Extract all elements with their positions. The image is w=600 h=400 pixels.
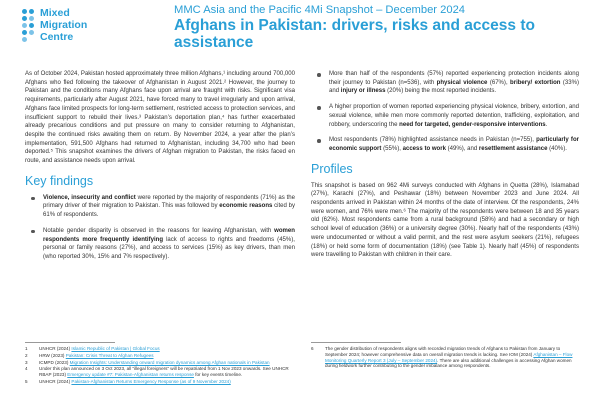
footnote-link[interactable]: Afghanistan – Flow Monitoring Quarterly Report 3 (July – September 2024) — [325, 351, 573, 363]
finding-bold: injury or illness — [340, 88, 386, 95]
finding-text: were reported by the majority of respondents (71%) as the primary driver of their migration to Pakistan. This was followed by — [43, 194, 295, 210]
finding-text: lack of access to rights and freedoms (45%), personal or family reasons (27%), and access to services (15%) as key drivers, than men (who reported 30%, 15% and 7% respectively). — [43, 236, 295, 260]
footnote-text: HRW (2023) — [39, 352, 66, 358]
finding-text: . — [545, 121, 548, 128]
finding-item — [25, 227, 295, 262]
logo-line: Centre — [40, 31, 74, 43]
footnote-number: 5 — [25, 378, 28, 384]
report-subtitle: MMC Asia and the Pacific 4Mi Snapshot – December 2024 — [174, 4, 466, 16]
finding-bold: resettlement assistance — [478, 145, 548, 152]
finding-bold: particularly for economic support — [329, 137, 579, 152]
intro-paragraph: As of October 2024, Pakistan hosted approximately three million Afghans,¹ including around 700,000 Afghans who fled following the takeover of Afghanistan in August 2021.² However, the journey to Pakistan and the conditions many Afghans face upon arrival are fraught with risks. Significant visa requirements, particularly after August 2021, have forced many to travel irregularly and upon arrival, Afghans face limited prospects for long-term settlement, restricted access to protection services, and insufficient support to rebuild their lives.³ Pakistan’s deportation plan,⁴ has further exacerbated already precarious conditions and put pressure on many to consider returning to Afghanistan, despite the continued risks awaiting them on return. By November 2024, a year after the plan’s implementation, 591,500 Afghans had returned to Afghanistan, including 34,700 who had been deported.⁵ This snapshot examines the drivers of Afghan migration to Pakistan, the risks faced en route, and assistance needs upon arrival. — [25, 71, 295, 165]
footnote — [25, 346, 295, 352]
footnote-link[interactable]: Migration Insights: Understanding onward migration dynamics among Afghan nationals in Pakistan — [69, 359, 270, 365]
footnote — [25, 360, 295, 366]
finding-text: More than half of the respondents (57%) reported experiencing protection incidents along their journey to Pakistan (n=536), with — [329, 71, 579, 86]
footnote — [25, 353, 295, 359]
footnote-text: . There are also additional challenges in accessing Afghan women during fieldwork further contributing to the gender imbalance among respondents. — [325, 357, 572, 369]
finding-text: (49%), and — [445, 145, 479, 152]
footnote-text: UNHCR (2024) — [39, 346, 72, 351]
finding-text: (67%), — [487, 79, 511, 86]
finding-text: A higher proportion of women reported experiencing physical violence, bribery, extortion, and sexual violence, while men more commonly reported detention, trafficking, exploitation, and robbery, underscoring the — [329, 104, 579, 128]
finding-bold: economic reasons — [219, 203, 273, 210]
footnote-link[interactable]: Pakistan: Crisis Threat to Afghan Refugees — [65, 352, 154, 358]
report-title: Afghans in Pakistan: drivers, risks and access to assistance — [174, 17, 535, 51]
footnote-text: The gender distribution of respondents aligns with recorded migration trends of Afghans to Pakistan from January to September 2024; however comprehensive data on overall migration trends is lacking. See IOM (2024) — [325, 346, 561, 357]
finding-text: cited by 61% of respondents. — [43, 203, 295, 219]
finding-bold: access to work — [402, 145, 446, 152]
footnote-text: UNHCR (2024) — [39, 378, 72, 384]
finding-bold: physical violence — [436, 79, 488, 86]
header — [0, 0, 600, 62]
footnote — [311, 346, 579, 369]
finding-item — [311, 136, 579, 153]
finding-bold: bribery/ extortion — [510, 79, 561, 86]
mmc-logo[interactable] — [22, 4, 132, 52]
footnote-divider — [25, 342, 115, 343]
logo-line: Mixed — [40, 7, 70, 19]
footnote — [25, 379, 295, 385]
left-column — [25, 70, 295, 269]
finding-bold: Violence, insecurity and conflict — [43, 194, 136, 201]
right-column — [311, 70, 579, 266]
footnote-number: 6 — [311, 346, 314, 351]
footnote-link[interactable]: Pakistan-Afghanistan Returns Emergency Response (as of 9 November 2024) — [71, 378, 231, 384]
finding-text: Notable gender disparity is observed in the reasons for leaving Afghanistan, with — [43, 227, 275, 234]
key-findings-heading: Key findings — [25, 173, 94, 188]
finding-text: (33%) and — [329, 79, 579, 95]
footnote-text: ICMPD (2023) — [39, 359, 70, 365]
footnote-number: 1 — [25, 346, 28, 351]
key-findings-list-right — [311, 70, 579, 154]
footnote-number: 2 — [25, 352, 28, 358]
finding-text: Most respondents (78%) highlighted assistance needs in Pakistan (n=755), — [329, 137, 537, 144]
finding-text: (55%), — [381, 145, 403, 152]
footnote-number: 4 — [25, 366, 28, 372]
footnote-text: for key events timeline. — [193, 372, 243, 378]
key-findings-list-left — [25, 194, 295, 262]
finding-text: (20%) being the most reported incidents. — [385, 88, 497, 95]
footnote-text: Under this plan announced on 3 Oct 2023, all “illegal foreigners” will be repatriated from 1 Nov 2023 onwards. See UNHCR RBAP (2023) — [39, 366, 289, 378]
finding-item — [311, 103, 579, 129]
footnote-link[interactable]: Emergency update #7: Pakistan-Afghanistan returns response — [67, 372, 194, 378]
finding-text: (40%). — [547, 145, 567, 152]
finding-bold: women respondents more frequently identifying — [43, 227, 295, 243]
finding-bold: need for targeted, gender-responsive interventions — [399, 121, 546, 128]
finding-item — [311, 70, 579, 96]
footnotes-left — [25, 342, 295, 386]
footnote-link[interactable]: Islamic Republic of Pakistan | Global Focus — [71, 346, 160, 351]
footnote-divider — [311, 342, 401, 343]
logo-dots-icon — [22, 9, 40, 45]
finding-item — [25, 194, 295, 220]
footnote-number: 3 — [25, 359, 28, 365]
profiles-heading: Profiles — [311, 161, 353, 176]
profiles-paragraph: This snapshot is based on 962 4Mi surveys conducted with Afghans in Quetta (28%), Islamabad (27%), Karachi (27%), and Peshawar (18%) between November 2023 and June 2024. All respondents arrived in Pakistan within 24 months of the date of interview. Of the respondents, 24% were women, and 76% were men.⁶ The majority of the respondents were between 18 and 35 years old (62%). Most respondents came from a rural background (58%) and had a secondary or high school level of education (36%) or a university degree (30%). Nearly half of the respondents (43%) were undocumented or without a valid permit, and the rest were asylum seekers (21%), refugees (18%) or held some form of documentation (18%) (see Table 1). Nearly half (45%) of respondents were travelling to Pakistan with children in their care. — [311, 182, 579, 259]
footnote — [25, 366, 295, 378]
logo-text — [40, 7, 87, 43]
logo-line: Migration — [40, 19, 88, 31]
footnotes-right — [311, 342, 579, 370]
